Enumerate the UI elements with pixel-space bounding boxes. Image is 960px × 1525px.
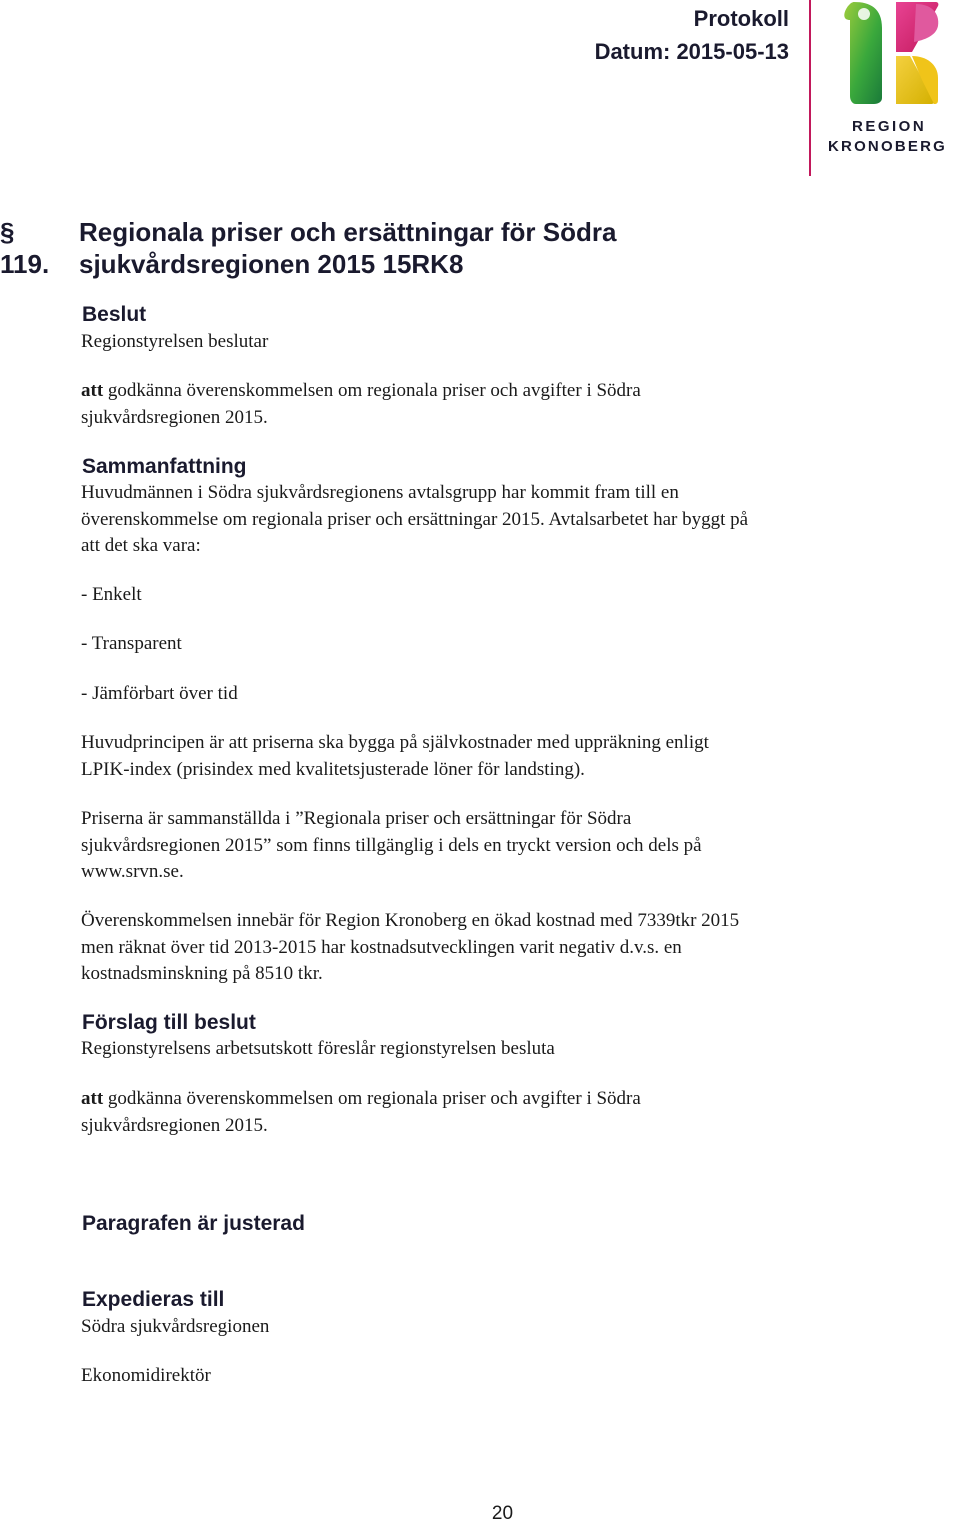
section-symbol: § bbox=[0, 217, 15, 247]
forslag-decision bbox=[81, 1086, 881, 1139]
paragraph-line: www.srvn.se. bbox=[81, 861, 184, 882]
att-keyword: att bbox=[81, 1088, 104, 1109]
list-item-enkelt: - Enkelt bbox=[81, 584, 142, 605]
forslag-heading: Förslag till beslut bbox=[82, 1011, 256, 1034]
beslut-decision-text: godkänna överenskommelsen om regionala priser och avgifter i Södra bbox=[103, 380, 641, 401]
expedieras-heading: Expedieras till bbox=[82, 1288, 225, 1311]
forslag-decision-text: godkänna överenskommelsen om regionala priser och avgifter i Södra bbox=[103, 1088, 641, 1109]
beslut-heading: Beslut bbox=[82, 303, 147, 326]
beslut-decision-line1 bbox=[81, 378, 881, 405]
paragraph-line: Överenskommelsen innebär för Region Kronoberg en ökad kostnad med 7339tkr 2015 bbox=[81, 910, 740, 931]
sammanfattning-paragraph-2 bbox=[81, 730, 881, 783]
expedieras-recipient-1: Södra sjukvårdsregionen bbox=[81, 1316, 270, 1337]
expedieras-recipient-2: Ekonomidirektör bbox=[81, 1365, 211, 1386]
att-keyword: att bbox=[81, 380, 104, 401]
paragraph-line: kostnadsminskning på 8510 tkr. bbox=[81, 963, 323, 984]
paragraph-line: att det ska vara: bbox=[81, 535, 201, 556]
paragraph-line: LPIK-index (prisindex med kvalitetsjusterade löner för landsting). bbox=[81, 758, 585, 780]
document-date: Datum: 2015-05-13 bbox=[594, 39, 789, 64]
section-number-value: 119. bbox=[0, 249, 50, 279]
logo-word-kronoberg: KRONOBERG bbox=[828, 138, 947, 155]
paragraph-line: Priserna är sammanställda i ”Regionala priser och ersättningar för Södra bbox=[81, 808, 632, 829]
section-title-line2: sjukvårdsregionen 2015 15RK8 bbox=[79, 249, 464, 279]
sammanfattning-paragraph-4 bbox=[81, 908, 881, 988]
logo-mark-icon bbox=[826, 0, 960, 110]
logo-word-region: REGION bbox=[852, 118, 927, 135]
section-title-line1: Regionala priser och ersättningar för Södra bbox=[79, 217, 617, 247]
list-item-transparent: - Transparent bbox=[81, 633, 182, 654]
beslut-decision-line2: sjukvårdsregionen 2015. bbox=[81, 406, 268, 428]
sammanfattning-heading: Sammanfattning bbox=[82, 455, 247, 478]
paragraph-line: sjukvårdsregionen 2015” som finns tillgänglig i dels en tryckt version och dels på bbox=[81, 834, 702, 856]
document-type: Protokoll bbox=[693, 6, 789, 31]
sammanfattning-paragraph-3 bbox=[81, 806, 881, 886]
forslag-decision-line2: sjukvårdsregionen 2015. bbox=[81, 1114, 268, 1136]
sammanfattning-paragraph-1 bbox=[81, 480, 881, 560]
beslut-intro: Regionstyrelsen beslutar bbox=[81, 331, 269, 352]
forslag-decision-line1 bbox=[81, 1086, 881, 1113]
section-number bbox=[0, 216, 70, 280]
region-kronoberg-logo bbox=[826, 0, 960, 160]
beslut-decision bbox=[81, 378, 881, 431]
paragraph-line: Huvudmännen i Södra sjukvårdsregionens avtalsgrupp har kommit fram till en bbox=[81, 482, 679, 503]
page-number: 20 bbox=[491, 1503, 514, 1524]
paragraph-line: men räknat över tid 2013-2015 har kostnadsutvecklingen varit negativ d.v.s. en bbox=[81, 936, 682, 958]
paragraph-line: överenskommelse om regionala priser och ersättningar 2015. Avtalsarbetet har byggt på bbox=[81, 508, 749, 530]
forslag-intro: Regionstyrelsens arbetsutskott föreslår regionstyrelsen besluta bbox=[81, 1038, 555, 1059]
section-title bbox=[79, 216, 699, 280]
header-divider bbox=[809, 0, 811, 176]
list-item-jamforbart: - Jämförbart över tid bbox=[81, 683, 238, 704]
justerad-heading: Paragrafen är justerad bbox=[82, 1212, 305, 1235]
paragraph-line: Huvudprincipen är att priserna ska bygga på självkostnader med uppräkning enligt bbox=[81, 732, 709, 753]
